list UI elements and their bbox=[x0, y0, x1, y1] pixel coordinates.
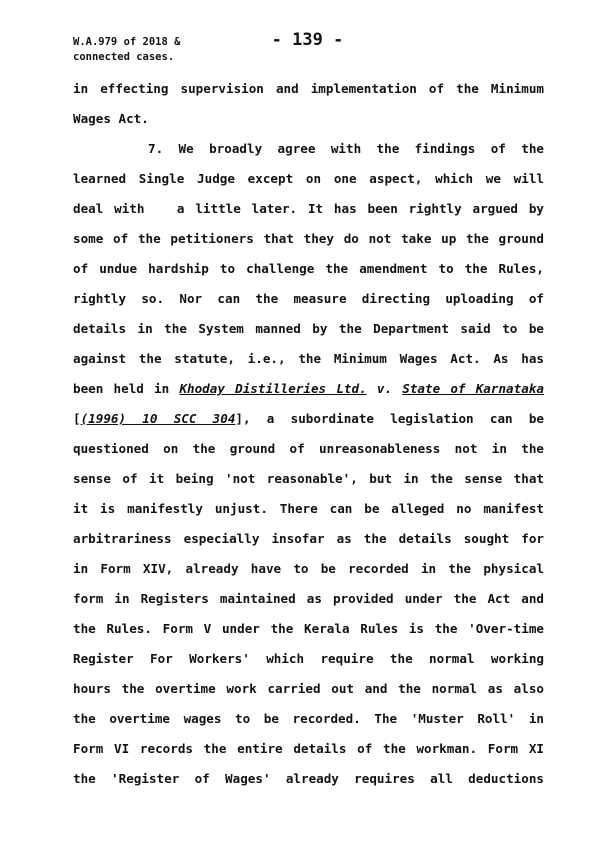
text-line: against the statute, i.e., the Minimum Wages Act. As has bbox=[73, 351, 544, 366]
text-line: the Rules. Form V under the Kerala Rules is the 'Over-time bbox=[73, 621, 544, 636]
text-line: questioned on the ground of unreasonableness not in the bbox=[73, 441, 544, 456]
text-line: the overtime wages to be recorded. The 'Muster Roll' in bbox=[73, 711, 544, 726]
text-line bbox=[73, 381, 544, 396]
case-reference-line-1: W.A.979 of 2018 & bbox=[73, 36, 181, 48]
text-line: details in the System manned by the Department said to be bbox=[73, 321, 544, 336]
text-line: Register For Workers' which require the normal working bbox=[73, 651, 544, 666]
text-line: learned Single Judge except on one aspect, which we will bbox=[73, 171, 544, 186]
case-citation-link[interactable]: Khoday Distilleries Ltd. bbox=[179, 381, 367, 396]
text-line: in Form XIV, already have to be recorded in the physical bbox=[73, 561, 544, 576]
text-line: 7. We broadly agree with the findings of the bbox=[148, 141, 544, 156]
text-line bbox=[73, 411, 544, 426]
text-line: arbitrariness especially insofar as the details sought for bbox=[73, 531, 544, 546]
text-line: hours the overtime work carried out and the normal as also bbox=[73, 681, 544, 696]
report-citation-link[interactable]: (1996) 10 SCC 304 bbox=[80, 411, 236, 426]
versus-text: v. bbox=[376, 381, 393, 396]
text-line: in effecting supervision and implementation of the Minimum bbox=[73, 81, 544, 96]
text-segment: ], a subordinate legislation can be bbox=[235, 411, 544, 426]
text-line: sense of it being 'not reasonable', but in the sense that bbox=[73, 471, 544, 486]
text-line: form in Registers maintained as provided under the Act and bbox=[73, 591, 544, 606]
text-line: of undue hardship to challenge the amendment to the Rules, bbox=[73, 261, 544, 276]
text-line: Wages Act. bbox=[73, 111, 149, 126]
text-line: it is manifestly unjust. There can be alleged no manifest bbox=[73, 501, 544, 516]
case-reference-line-2: connected cases. bbox=[73, 51, 175, 63]
text-line: some of the petitioners that they do not take up the ground bbox=[73, 231, 544, 246]
text-segment: been held in bbox=[73, 381, 170, 396]
text-line: the 'Register of Wages' already requires all deductions bbox=[73, 771, 544, 786]
text-line: rightly so. Nor can the measure directing uploading of bbox=[73, 291, 544, 306]
text-line: Form VI records the entire details of the workman. Form XI bbox=[73, 741, 544, 756]
text-segment: [ bbox=[73, 411, 81, 426]
page-number: - 139 - bbox=[271, 30, 344, 50]
text-line: deal with a little later. It has been rightly argued by bbox=[73, 201, 544, 216]
case-citation-link[interactable]: State of Karnataka bbox=[402, 381, 544, 396]
